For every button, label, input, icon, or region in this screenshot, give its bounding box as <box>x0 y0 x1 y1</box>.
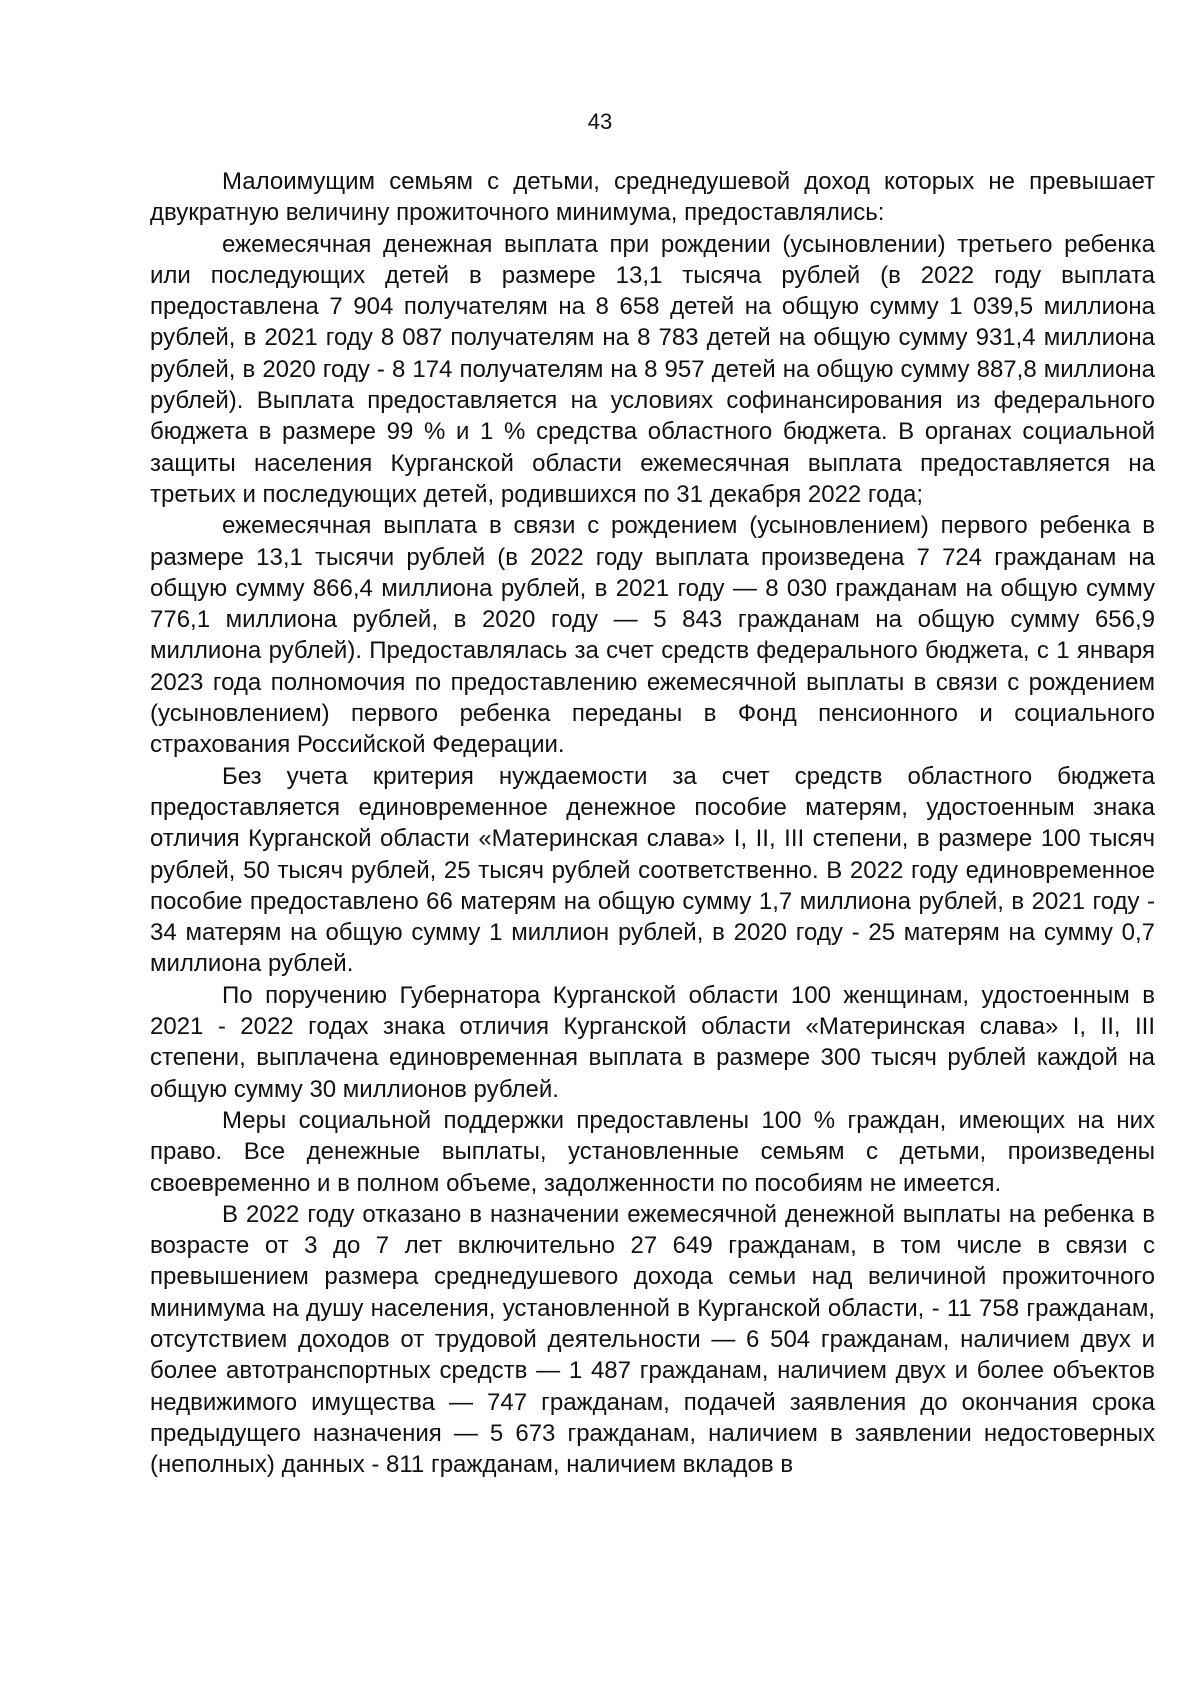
paragraph-support-coverage: Меры социальной поддержки предоставлены 100 % граждан, имеющих на них право. Все денежные выплаты, установленные семьям с детьми, произведены своевременно и в полном объеме, задолженности по пособиям не имеется. <box>150 1106 1155 1197</box>
paragraph-maternal-glory-allowance: Без учета критерия нуждаемости за счет средств областного бюджета предоставляется единовременное денежное пособие матерям, удостоенным знака отличия Курганской области «Материнская слава» I, II, III степени, в размере 100 тысяч рублей, 50 тысяч рублей, 25 тысяч рублей соответственно. В 2022 году единовременное пособие предоставлено 66 матерям на общую сумму 1,7 миллиона рублей, в 2021 году - 34 матерям на общую сумму 1 миллион рублей, в 2020 году - 25 матерям на сумму 0,7 миллиона рублей. <box>150 762 1155 978</box>
paragraph-first-child-payment: ежемесячная выплата в связи с рождением (усыновлением) первого ребенка в размере 13,1 тысячи рублей (в 2022 году выплата произведена 7 724 гражданам на общую сумму 866,4 миллиона рублей, в 2021 году — 8 030 гражданам на общую сумму 776,1 миллиона рублей, в 2020 году — 5 843 гражданам на общую сумму 656,9 миллиона рублей). Предоставлялась за счет средств федерального бюджета, с 1 января 2023 года полномочия по предоставлению ежемесячной выплаты в связи с рождением (усыновлением) первого ребенка переданы в Фонд пенсионного и социального страхования Российской Федерации. <box>150 512 1155 759</box>
paragraph-payment-refusals: В 2022 году отказано в назначении ежемесячной денежной выплаты на ребенка в возрасте от 3 до 7 лет включительно 27 649 гражданам, в том числе в связи с превышением размера среднедушевого дохода семьи над величиной прожиточного минимума на душу населения, установленной в Курганской области, - 11 758 гражданам, отсутствием доходов от трудовой деятельности — 6 504 гражданам, наличием двух и более автотранспортных средств — 1 487 гражданам, наличием двух и более объектов недвижимого имущества — 747 гражданам, подачей заявления до окончания срока предыдущего назначения — 5 673 гражданам, наличием в заявлении недостоверных (неполных) данных - 811 гражданам, наличием вкладов в <box>150 1200 1155 1479</box>
paragraph-governor-instruction: По поручению Губернатора Курганской области 100 женщинам, удостоенным в 2021 - 2022 годах знака отличия Курганской области «Материнская слава» I, II, III степени, выплачена единовременная выплата в размере 300 тысяч рублей каждой на общую сумму 30 миллионов рублей. <box>150 981 1155 1103</box>
page-number: 43 <box>587 109 613 134</box>
paragraph-third-child-payment: ежемесячная денежная выплата при рождении (усыновлении) третьего ребенка или последующих детей в размере 13,1 тысяча рублей (в 2022 году выплата предоставлена 7 904 получателям на 8 658 детей на общую сумму 1 039,5 миллиона рублей, в 2021 году 8 087 получателям на 8 783 детей на общую сумму 931,4 миллиона рублей, в 2020 году - 8 174 получателям на 8 957 детей на общую сумму 887,8 миллиона рублей). Выплата предоставляется на условиях софинансирования из федерального бюджета в размере 99 % и 1 % средства областного бюджета. В органах социальной защиты населения Курганской области ежемесячная выплата предоставляется на третьих и последующих детей, родившихся по 31 декабря 2022 года; <box>150 230 1155 508</box>
paragraph-low-income-intro: Малоимущим семьям с детьми, среднедушевой доход которых не превышает двукратную величину прожиточного минимума, предоставлялись: <box>150 168 1155 227</box>
document-body <box>150 166 1155 1480</box>
